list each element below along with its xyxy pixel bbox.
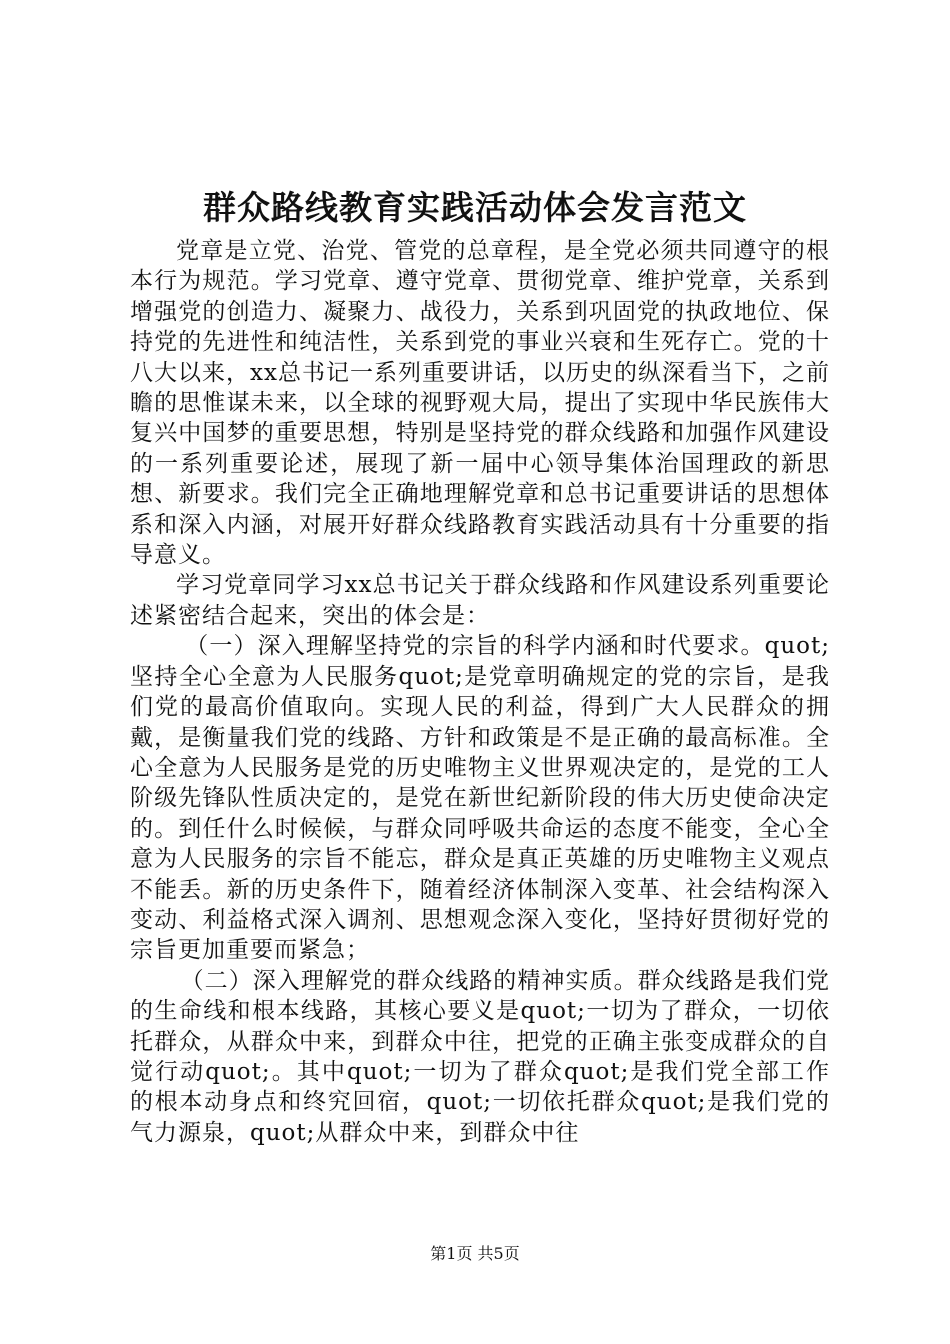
- paragraph-study-summary: 学习党章同学习xx总书记关于群众线路和作风建设系列重要论述紧密结合起来，突出的体会是：: [130, 572, 830, 629]
- document-body: [130, 236, 830, 1148]
- paragraph-section-two: （二）深入理解党的群众线路的精神实质。群众线路是我们党的生命线和根本线路，其核心要义是quot;一切为了群众，一切依托群众，从群众中来，到群众中往，把党的正确主张变成群众的自觉行动quot;。其中quot;一切为了群众quot;是我们党全部工作的根本动身点和终究回宿，quot;一切依托群众quot;是我们党的气力源泉，quot;从群众中来，到群众中往: [130, 967, 830, 1146]
- paragraph-section-one: （一）深入理解坚持党的宗旨的科学内涵和时代要求。quot;坚持全心全意为人民服务quot;是党章明确规定的党的宗旨，是我们党的最高价值取向。实现人民的利益，得到广大人民群众的拥戴，是衡量我们党的线路、方针和政策是不是正确的最高标准。全心全意为人民服务是党的历史唯物主义世界观决定的，是党的工人阶级先锋队性质决定的，是党在新世纪新阶段的伟大历史使命决定的。到任什么时候候，与群众同呼吸共命运的态度不能变，全心全意为人民服务的宗旨不能忘，群众是真正英雄的历史唯物主义观点不能丢。新的历史条件下，随着经济体制深入变革、社会结构深入变动、利益格式深入调剂、思想观念深入变化，坚持好贯彻好党的宗旨更加重要而紧急；: [130, 633, 830, 964]
- page-number-footer: 第1页 共5页: [430, 1244, 520, 1263]
- paragraph-party-constitution: 党章是立党、治党、管党的总章程，是全党必须共同遵守的根本行为规范。学习党章、遵守党章、贯彻党章、维护党章，关系到增强党的创造力、凝聚力、战役力，关系到巩固党的执政地位、保持党的先进性和纯洁性，关系到党的事业兴衰和生死存亡。党的十八大以来，xx总书记一系列重要讲话，以历史的纵深看当下，之前瞻的思惟谋未来，以全球的视野观大局，提出了实现中华民族伟大复兴中国梦的重要思想，特别是坚持党的群众线路和加强作风建设的一系列重要论述，展现了新一届中心领导集体治国理政的新思想、新要求。我们完全正确地理解党章和总书记重要讲话的思想体系和深入内涵，对展开好群众线路教育实践活动具有十分重要的指导意义。: [130, 238, 830, 569]
- document-title: 群众路线教育实践活动体会发言范文: [203, 188, 747, 227]
